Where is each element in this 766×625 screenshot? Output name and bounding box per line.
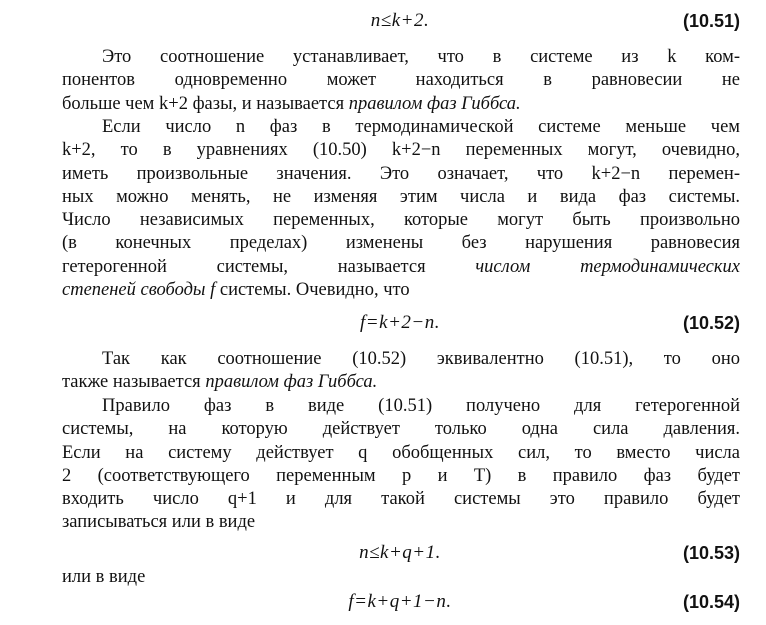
paragraph-degrees-of-freedom: [62, 116, 740, 302]
text-line: (в конечных пределах) изменены без нарушения равновесия: [62, 233, 740, 254]
text-line: понентов одновременно может находиться в равновесии не: [62, 70, 740, 91]
text-line: [62, 279, 740, 302]
equation-formula: f=k+q+1−n.: [348, 591, 452, 612]
text-span: системы. Очевидно, что: [215, 280, 410, 301]
text-line: входить число q+1 и для такой системы это правило будет: [62, 489, 740, 510]
text-span: гетерогенной системы, называется: [62, 256, 476, 277]
paragraph-phase-rule: [62, 46, 740, 116]
connector-text: или в виде: [62, 567, 146, 587]
equation-formula: f=k+2−n.: [360, 312, 440, 333]
text-line: Если на систему действует q обобщенных сил, то вместо числа: [62, 442, 740, 463]
text-line: системы, на которую действует только одна сила давления.: [62, 419, 740, 440]
text-line: иметь произвольные значения. Это означает, что k+2−n перемен-: [62, 163, 740, 184]
text-line: Правило фаз в виде (10.51) получено для гетерогенной: [102, 396, 740, 416]
equation-10-52: [60, 308, 740, 338]
equation-number: (10.53): [682, 543, 740, 563]
text-line: [62, 371, 740, 394]
term-degrees-of-freedom-cont: степеней свободы f: [62, 280, 216, 301]
equation-10-54: [60, 587, 740, 617]
term-gibbs-phase-rule: правилом фаз Гиббса.: [348, 93, 521, 114]
equation-10-53: [60, 538, 740, 568]
term-gibbs-phase-rule: правилом фаз Гиббса.: [205, 372, 378, 393]
equation-10-51: [60, 6, 740, 36]
equation-number: (10.52): [682, 313, 740, 333]
text-line: [62, 93, 740, 116]
text-span: больше чем k+2 фазы, и называется: [62, 93, 349, 114]
equation-formula: n≤k+q+1.: [359, 542, 441, 563]
equation-number: (10.51): [682, 11, 740, 31]
text-span: также называется: [62, 372, 206, 393]
text-line: ных можно менять, не изменяя этим числа и вида фаз системы.: [62, 186, 740, 207]
text-line: Это соотношение устанавливает, что в системе из k ком-: [102, 47, 740, 67]
equation-number: (10.54): [682, 592, 740, 612]
text-line: записываться или в виде: [62, 512, 256, 533]
text-line: Число независимых переменных, которые могут быть произвольно: [62, 210, 740, 231]
paragraph-generalized-forces: [62, 395, 740, 535]
term-degrees-of-freedom: числом термодинамических: [475, 256, 740, 277]
text-line: k+2, то в уравнениях (10.50) k+2−n переменных могут, очевидно,: [62, 140, 740, 161]
text-line: Если число n фаз в термодинамической системе меньше чем: [102, 117, 740, 137]
equation-formula: n≤k+2.: [370, 10, 430, 31]
text-line: Так как соотношение (10.52) эквивалентно (10.51), то оно: [102, 349, 740, 369]
text-line: 2 (соответствующего переменным p и T) в правило фаз будет: [62, 465, 740, 486]
paragraph-equivalence: [62, 348, 740, 395]
text-line: [62, 256, 740, 279]
